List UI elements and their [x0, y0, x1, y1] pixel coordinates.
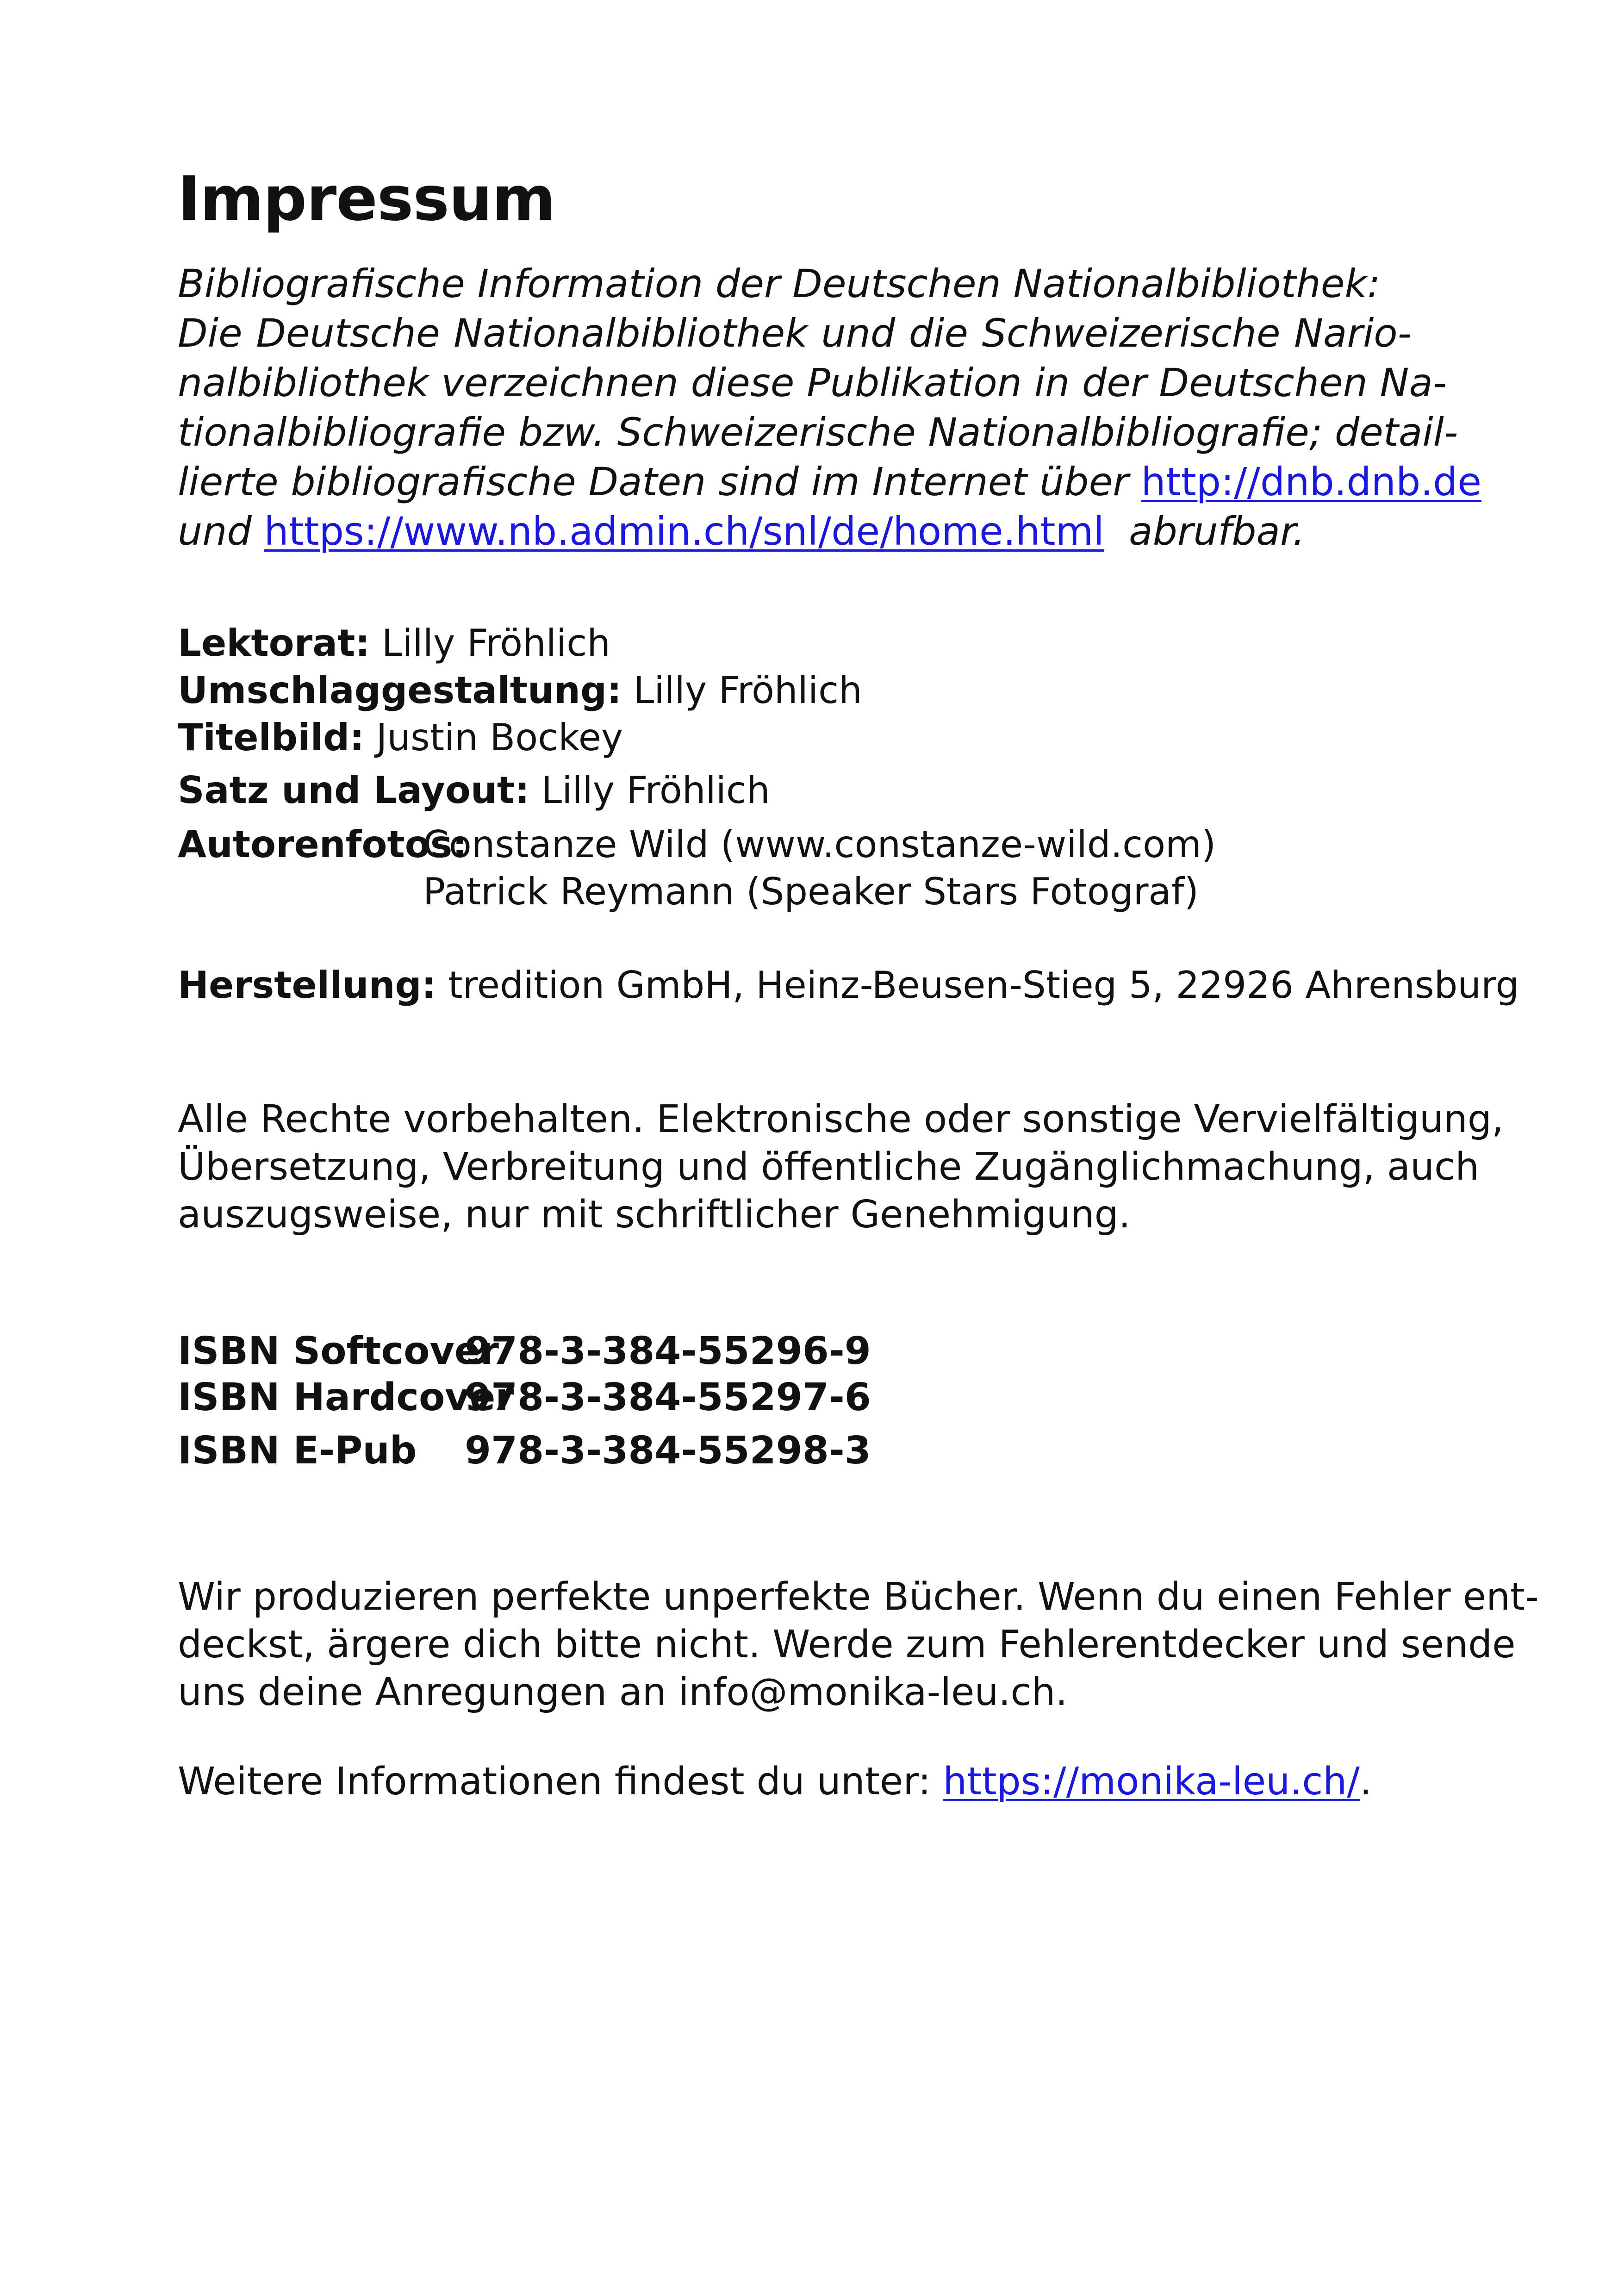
titelbild-label: Titelbild:	[178, 716, 365, 759]
biblio-and-word: und	[178, 509, 252, 554]
biblio-line-with-link	[178, 457, 1482, 507]
autorenfotos-value-2: Patrick Reymann (Speaker Stars Fotograf)	[423, 870, 1199, 913]
isbn-value: 978-3-384-55297-6	[465, 1375, 871, 1419]
isbn-value: 978-3-384-55296-9	[465, 1329, 871, 1373]
credit-titelbild	[178, 715, 623, 761]
errors-line: Wir produzieren perfekte unperfekte Bücher. Wenn du einen Fehler ent-	[178, 1575, 1539, 1619]
lektorat-label: Lektorat:	[178, 622, 370, 665]
isbn-value: 978-3-384-55298-3	[465, 1429, 871, 1473]
rights-paragraph	[178, 1095, 1504, 1238]
biblio-line: Bibliografische Information der Deutschen Nationalbibliothek:	[178, 261, 1381, 306]
autorenfotos-label: Autorenfotos:	[178, 823, 467, 866]
credit-satz	[178, 767, 770, 814]
satz-label: Satz und Layout:	[178, 769, 530, 812]
more-info	[178, 1759, 1372, 1805]
biblio-line: lierte bibliografische Daten sind im Internet über	[178, 459, 1129, 504]
biblio-last-line	[178, 507, 1412, 556]
isbn-label: ISBN Hardcover	[178, 1375, 514, 1419]
errors-line: deckst, ärgere dich bitte nicht. Werde zum Fehlerentdecker und sende	[178, 1623, 1516, 1667]
satz-value: Lilly Fröhlich	[541, 769, 770, 812]
rights-line: auszugsweise, nur mit schriftlicher Genehmigung.	[178, 1193, 1131, 1237]
nb-admin-link[interactable]: https://www.nb.admin.ch/snl/de/home.html	[264, 509, 1104, 554]
credit-lektorat	[178, 620, 610, 666]
rights-line: Übersetzung, Verbreitung und öffentliche Zugänglichmachung, auch	[178, 1145, 1480, 1189]
credit-herstellung	[178, 962, 1519, 1008]
more-info-prefix: Weitere Informationen findest du unter:	[178, 1760, 931, 1804]
autorenfotos-value-1: Constanze Wild (www.constanze-wild.com)	[423, 823, 1216, 866]
isbn-label: ISBN E-Pub	[178, 1429, 417, 1473]
credit-autorenfotos	[178, 821, 1216, 868]
herstellung-label: Herstellung:	[178, 964, 436, 1007]
credit-umschlag	[178, 667, 862, 714]
isbn-label: ISBN Softcover	[178, 1329, 499, 1373]
website-link[interactable]: https://monika-leu.ch/	[943, 1760, 1360, 1804]
errors-paragraph	[178, 1573, 1539, 1716]
page-title: Impressum	[178, 163, 555, 235]
credit-autorenfotos-2	[178, 869, 1199, 915]
herstellung-value: tredition GmbH, Heinz-Beusen-Stieg 5, 22926 Ahrensburg	[448, 964, 1519, 1007]
dnb-link[interactable]: http://dnb.dnb.de	[1141, 459, 1482, 504]
lektorat-value: Lilly Fröhlich	[381, 622, 610, 665]
biblio-line: Die Deutsche Nationalbibliothek und die Schweizerische Nario-	[178, 311, 1412, 356]
biblio-line: tionalbibliografie bzw. Schweizerische Nationalbibliografie; detail-	[178, 410, 1458, 455]
isbn-epub	[178, 1428, 871, 1474]
bibliographic-info	[178, 259, 1482, 556]
errors-line: uns deine Anregungen an info@monika-leu.ch.	[178, 1670, 1068, 1714]
biblio-line: nalbibliothek verzeichnen diese Publikation in der Deutschen Na-	[178, 360, 1447, 405]
isbn-softcover	[178, 1328, 871, 1375]
rights-line: Alle Rechte vorbehalten. Elektronische oder sonstige Vervielfältigung,	[178, 1097, 1504, 1141]
umschlag-label: Umschlaggestaltung:	[178, 669, 622, 712]
titelbild-value: Justin Bockey	[376, 716, 623, 759]
isbn-hardcover	[178, 1375, 871, 1421]
biblio-suffix: abrufbar.	[1129, 509, 1305, 554]
more-info-suffix: .	[1359, 1760, 1372, 1804]
umschlag-value: Lilly Fröhlich	[633, 669, 862, 712]
